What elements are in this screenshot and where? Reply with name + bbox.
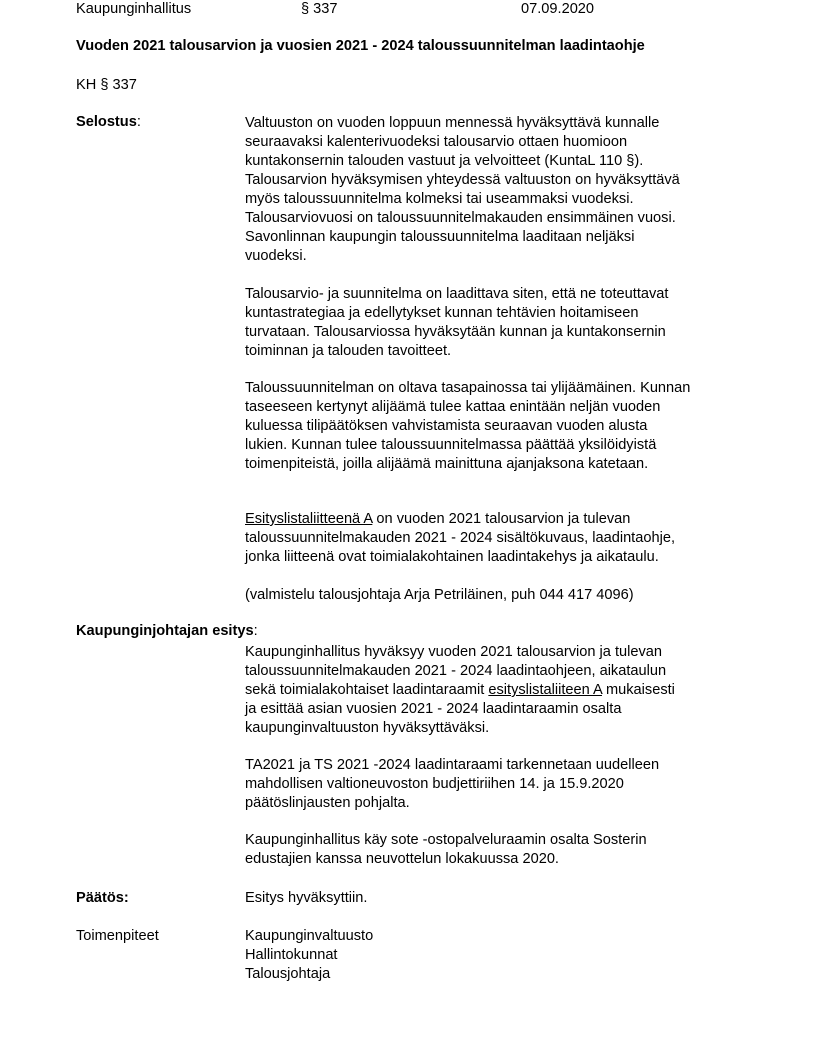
toimenpiteet-item: Talousjohtaja [245,966,331,982]
paatos-text: Esitys hyväksyttiin. [245,890,368,906]
toimenpiteet-item: Kaupunginvaltuusto [245,928,374,944]
esitys-p2-line: päätöslinjausten pohjalta. [245,795,410,811]
esitys-p1-line: sekä toimialakohtaiset laadintaraamit esityslistaliiteen A mukaisesti [245,682,675,698]
selostus-p3-line: Taloussuunnitelman on oltava tasapainossa tai ylijäämäinen. Kunnan [245,380,691,396]
selostus-p1-line: myös taloussuunnitelma kolmeksi tai useammaksi vuodeksi. [245,191,634,207]
selostus-p1-line: kuntakonsernin talouden vastuut ja velvoitteet (KuntaL 110 §). [245,153,644,169]
toimenpiteet-item: Hallintokunnat [245,947,338,963]
esitys-p1-line: kaupunginvaltuuston hyväksyttäväksi. [245,720,490,736]
esitys-p1-line: Kaupunginhallitus hyväksyy vuoden 2021 talousarvion ja tulevan [245,644,663,660]
selostus-p1-line: Valtuuston on vuoden loppuun mennessä hyväksyttävä kunnalle [245,115,660,131]
selostus-label: Selostus: [76,114,141,130]
selostus-p2-line: kuntastrategiaa ja edellytykset kunnan tehtävien hoitamiseen [245,305,639,321]
esitys-p1-line: taloussuunnitelmakauden 2021 - 2024 laadintaohjeen, aikataulun [245,663,667,679]
selostus-p4-line: Esityslistaliitteenä A on vuoden 2021 talousarvion ja tulevan [245,511,631,527]
selostus-p1-line: Talousarvion hyväksymisen yhteydessä valtuuston on hyväksyttävä [245,172,680,188]
selostus-p2-line: toiminnan ja talouden tavoitteet. [245,343,452,359]
paatos-label: Päätös: [76,890,129,906]
attachment-a-link[interactable]: esityslistaliiteen A [488,682,602,698]
preparer-note: (valmistelu talousjohtaja Arja Petriläinen, puh 044 417 4096) [245,587,634,603]
selostus-p4-line: jonka liitteenä ovat toimialakohtainen laadintakehys ja aikataulu. [245,549,659,565]
esitys-p3-line: edustajien kanssa neuvottelun lokakuussa 2020. [245,851,559,867]
esitys-p3-line: Kaupunginhallitus käy sote -ostopalveluraamin osalta Sosterin [245,832,647,848]
selostus-p1-line: vuodeksi. [245,248,307,264]
esitys-p1-line: ja esittää asian vuosien 2021 - 2024 laadintaraamin osalta [245,701,622,717]
toimenpiteet-label: Toimenpiteet [76,928,159,944]
selostus-p2-line: turvataan. Talousarviossa hyväksytään kunnan ja kuntakonsernin [245,324,666,340]
selostus-p3-line: kuluessa tilipäätöksen vahvistamista seuraavan vuoden alusta [245,418,648,434]
esitys-p2-line: TA2021 ja TS 2021 -2024 laadintaraami tarkennetaan uudelleen [245,757,660,773]
selostus-p4-line: taloussuunnitelmakauden 2021 - 2024 sisältökuvaus, laadintaohje, [245,530,676,546]
section-reference: KH § 337 [76,77,137,93]
document-title: Vuoden 2021 talousarvion ja vuosien 2021 - 2024 taloussuunnitelman laadintaohje [76,38,645,54]
selostus-p1-line: seuraavaksi kalenterivuodeksi talousarvio ottaen huomioon [245,134,628,150]
attachment-a-link[interactable]: Esityslistaliitteenä A [245,511,373,527]
selostus-p2-line: Talousarvio- ja suunnitelma on laadittava siten, että ne toteuttavat [245,286,669,302]
selostus-p1-line: Talousarviovuosi on taloussuunnitelmakauden ensimmäinen vuosi. [245,210,676,226]
esitys-p2-line: mahdollisen valtioneuvoston budjettiriihen 14. ja 15.9.2020 [245,776,624,792]
header-section-number: § 337 [301,1,338,17]
selostus-p1-line: Savonlinnan kaupungin taloussuunnitelma laaditaan neljäksi [245,229,635,245]
header-body-name: Kaupunginhallitus [76,1,192,17]
selostus-p3-line: taseeseen kertynyt alijäämä tulee kattaa enintään neljän vuoden [245,399,661,415]
esitys-label: Kaupunginjohtajan esitys: [76,623,258,639]
selostus-p3-line: lukien. Kunnan tulee taloussuunnitelmassa päättää yksilöidyistä [245,437,657,453]
selostus-p3-line: toimenpiteistä, joilla alijäämä mainittuna ajanjaksona katetaan. [245,456,649,472]
header-date: 07.09.2020 [521,1,595,17]
